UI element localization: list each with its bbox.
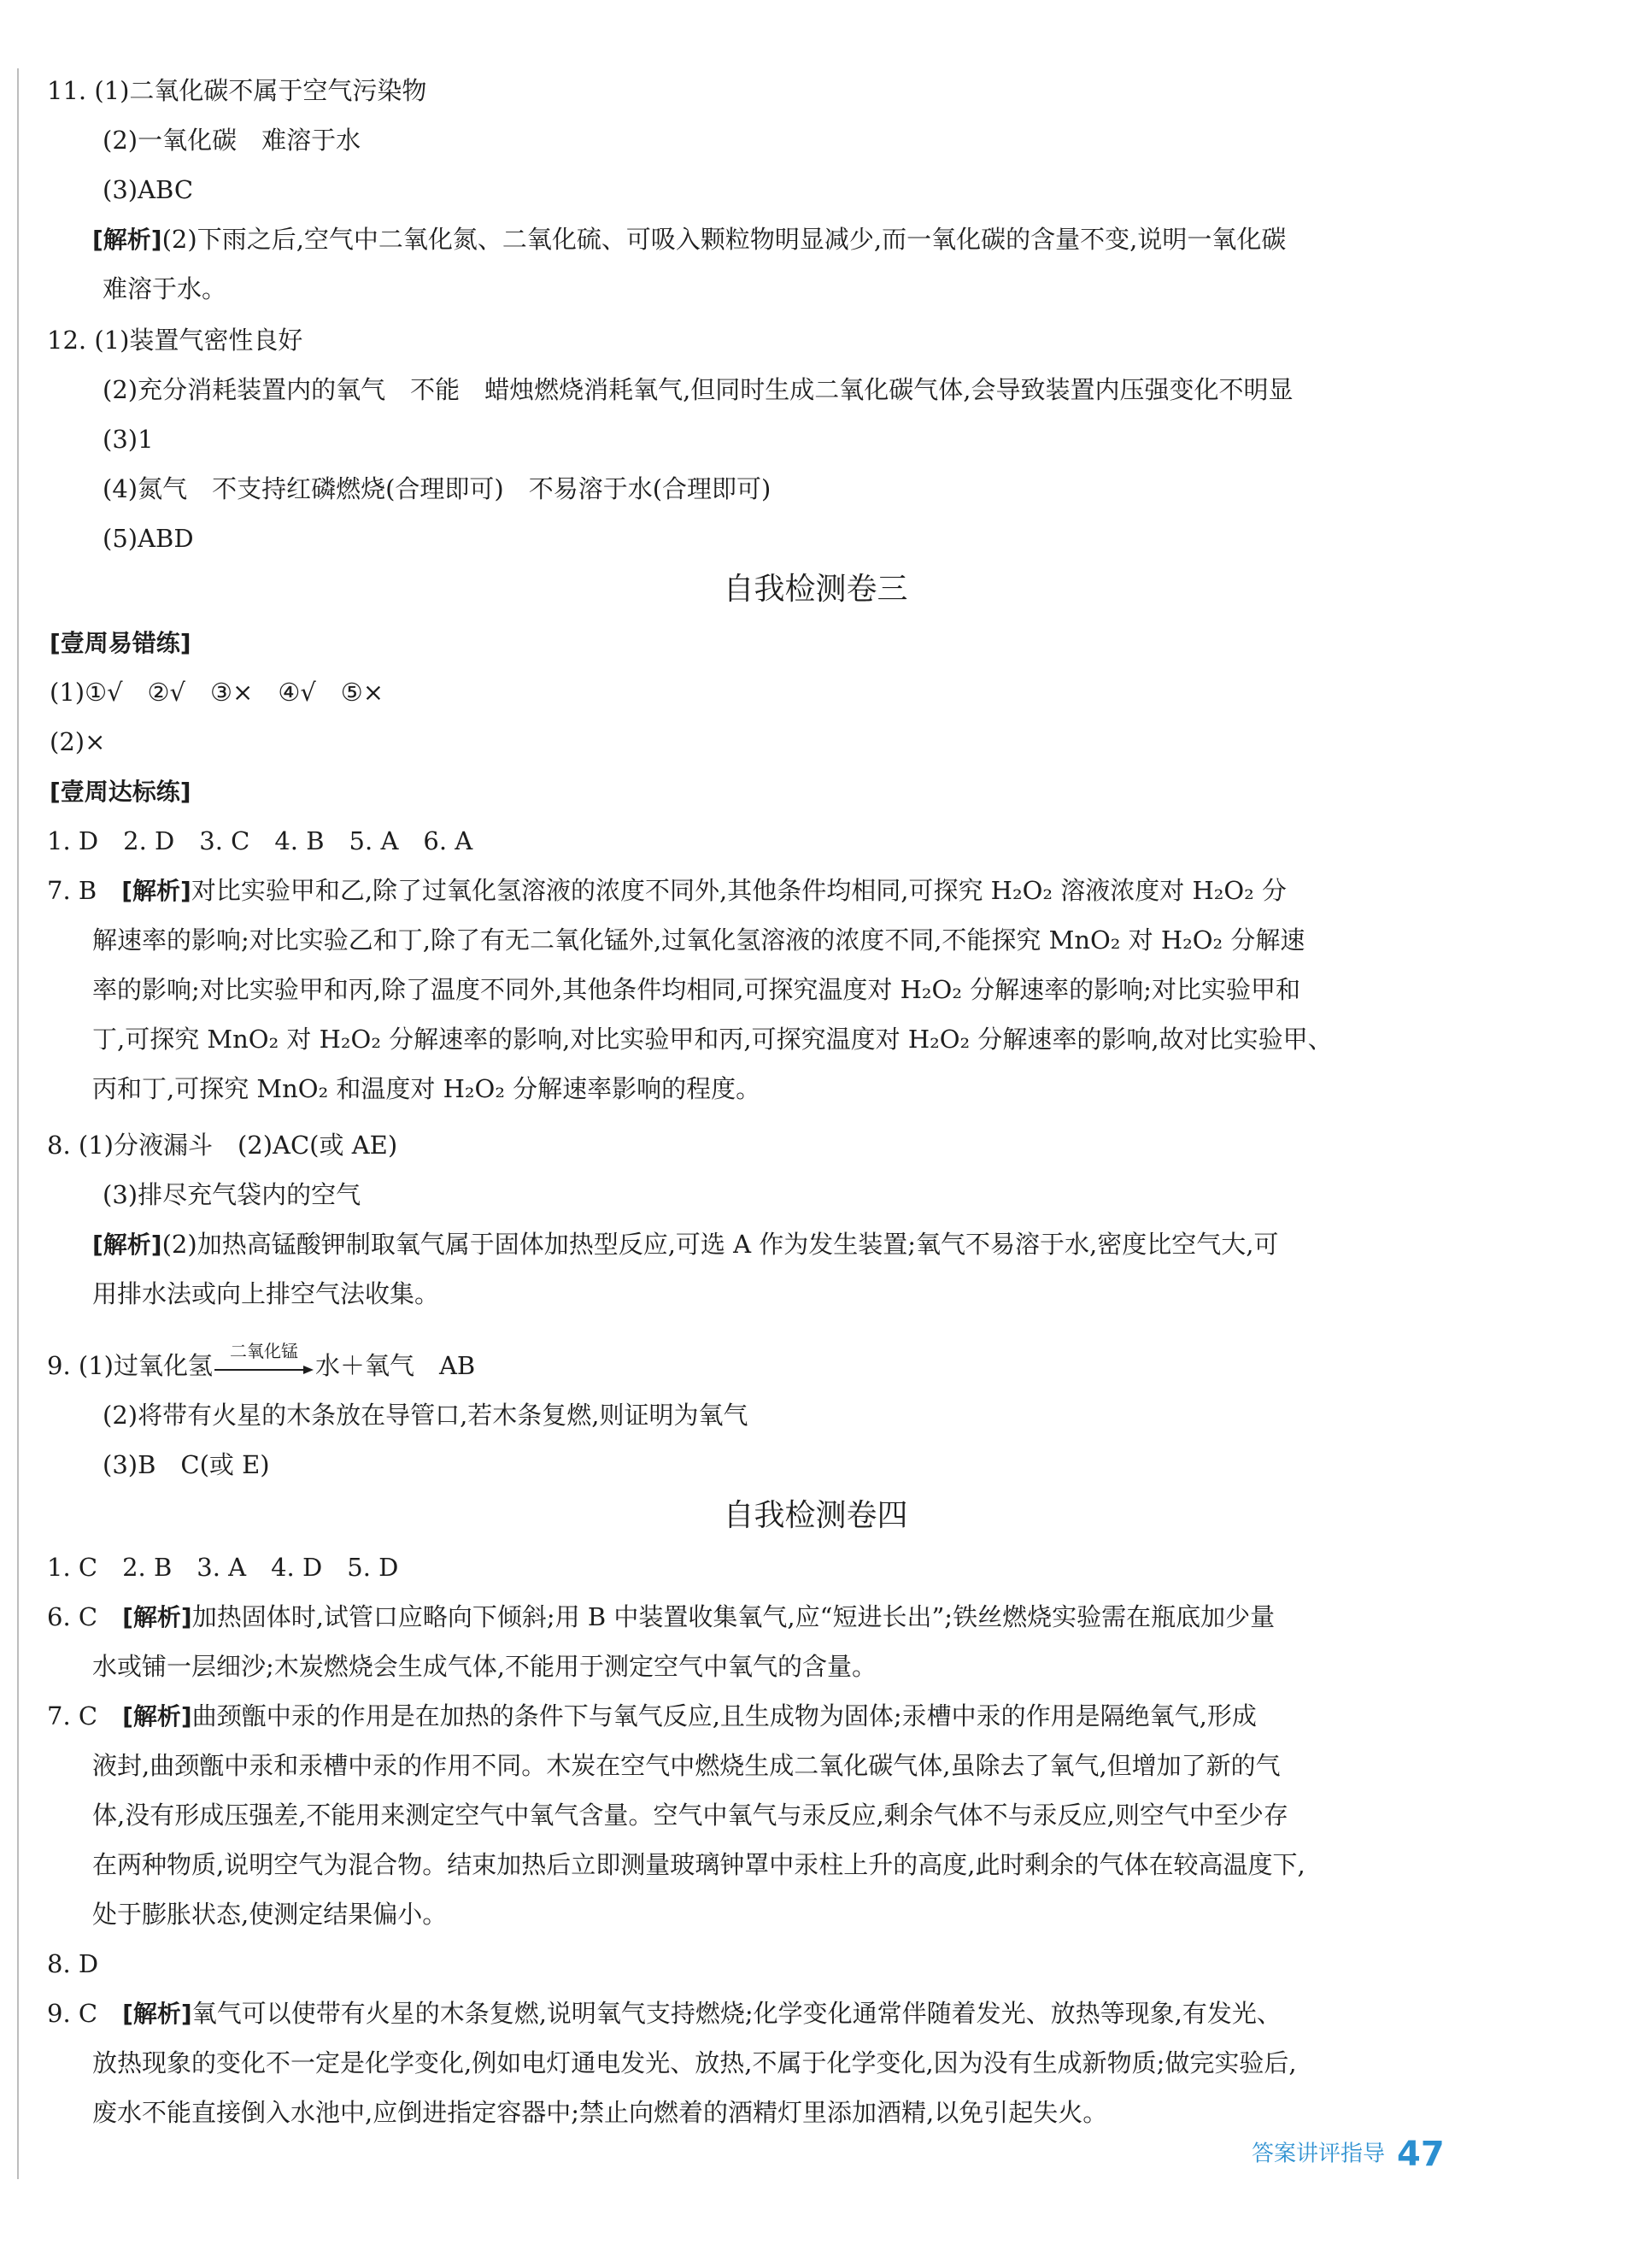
s4-q9-line2: 放热现象的变化不一定是化学变化,例如电灯通电发光、放热,不属于化学变化,因为没有生成新物质;做完实验后,	[92, 2048, 1297, 2077]
q12-line1: 12. (1)装置气密性良好	[47, 326, 303, 355]
q12-line2: (2)充分消耗装置内的氧气 不能 蜡烛燃烧消耗氧气,但同时生成二氧化碳气体,会导致装置内压强变化不明显	[103, 375, 1294, 404]
analysis-text: 加热固体时,试管口应略向下倾斜;用 B 中装置收集氧气,应“短进长出”;铁丝燃烧实验需在瓶底加少量	[191, 1602, 1276, 1631]
easy-practice-heading	[50, 626, 191, 661]
s3-q7-line2: 解速率的影响;对比实验乙和丁,除了有无二氧化锰外,过氧化氢溶液的浓度不同,不能探究 MnO₂ 对 H₂O₂ 分解速	[92, 925, 1305, 955]
q-number: 7. B	[47, 876, 122, 905]
q11-analysis-line1	[92, 222, 1286, 257]
s4-q7-line4: 在两种物质,说明空气为混合物。结束加热后立即测量玻璃钟罩中汞柱上升的高度,此时剩余的气体在较高温度下,	[92, 1850, 1305, 1879]
section-tag: [壹周达标练]	[50, 778, 191, 806]
s4-q7-line1	[47, 1699, 1257, 1734]
s4-q6-line2: 水或铺一层细沙;木炭燃烧会生成气体,不能用于测定空气中氧气的含量。	[92, 1652, 877, 1681]
s4-q6-line1	[47, 1600, 1275, 1635]
page-number: 47	[1397, 2134, 1445, 2174]
s4-q8: 8. D	[47, 1949, 99, 1978]
analysis-tag: [解析]	[122, 2000, 192, 2028]
s4-q7-line2: 液封,曲颈甑中汞和汞槽中汞的作用不同。木炭在空气中燃烧生成二氧化碳气体,虽除去了氧气,但增加了新的气	[92, 1751, 1281, 1780]
q11-line3: (3)ABC	[103, 175, 194, 204]
footer-label: 答案讲评指导	[1252, 2141, 1386, 2167]
s4-q9-line1	[47, 1996, 1282, 2031]
q-number: 7. C	[47, 1701, 123, 1730]
page-footer	[1252, 2128, 1445, 2179]
s3-q7-line3: 率的影响;对比实验甲和丙,除了温度不同外,其他条件均相同,可探究温度对 H₂O₂ 分解速率的影响;对比实验甲和	[92, 975, 1300, 1004]
analysis-tag: [解析]	[92, 1231, 162, 1259]
section-tag: [壹周易错练]	[50, 629, 191, 657]
q-number: 9. C	[47, 1999, 123, 2028]
s3-q8-analysis-line2: 用排水法或向上排空气法收集。	[92, 1279, 440, 1308]
binding-line	[17, 68, 19, 2179]
analysis-tag: [解析]	[122, 1702, 192, 1730]
easy-answer-2: (2)×	[50, 727, 106, 756]
q9-products: 水＋氧气 AB	[314, 1351, 476, 1380]
section-title-3: 自我检测卷三	[723, 572, 908, 607]
analysis-tag: [解析]	[122, 1603, 192, 1631]
q-number: 6. C	[47, 1602, 123, 1631]
s3-q7-line1	[47, 873, 1287, 908]
analysis-text: (2)下雨之后,空气中二氧化氮、二氧化硫、可吸入颗粒物明显减少,而一氧化碳的含量不变,说明一氧化碳	[161, 225, 1287, 254]
analysis-tag: [解析]	[121, 877, 191, 905]
analysis-tag: [解析]	[92, 226, 162, 254]
catalyst-label: 二氧化锰	[229, 1341, 298, 1361]
s3-answers-1-6: 1. D 2. D 3. C 4. B 5. A 6. A	[47, 826, 473, 855]
s4-q7-line5: 处于膨胀状态,使测定结果偏小。	[92, 1900, 448, 1929]
s3-q9-line2: (2)将带有火星的木条放在导管口,若木条复燃,则证明为氧气	[103, 1401, 748, 1430]
reaction-arrow	[213, 1341, 315, 1383]
analysis-text: (2)加热高锰酸钾制取氧气属于固体加热型反应,可选 A 作为发生装置;氧气不易溶于水,密度比空气大,可	[161, 1230, 1279, 1259]
q11-line2: (2)一氧化碳 难溶于水	[103, 126, 361, 155]
s4-answers-1-5: 1. C 2. B 3. A 4. D 5. D	[47, 1553, 399, 1582]
q9-reactant: 9. (1)过氧化氢	[47, 1351, 213, 1380]
q12-line5: (5)ABD	[103, 524, 194, 553]
s3-q7-line5: 丙和丁,可探究 MnO₂ 和温度对 H₂O₂ 分解速率影响的程度。	[92, 1074, 761, 1103]
analysis-text: 曲颈甑中汞的作用是在加热的条件下与氧气反应,且生成物为固体;汞槽中汞的作用是隔绝氧气,形成	[191, 1701, 1257, 1730]
section-title-4: 自我检测卷四	[723, 1498, 908, 1533]
s3-q7-line4: 丁,可探究 MnO₂ 对 H₂O₂ 分解速率的影响,对比实验甲和丙,可探究温度对 H₂O₂ 分解速率的影响,故对比实验甲、	[92, 1025, 1333, 1054]
q11-analysis-line2: 难溶于水。	[103, 274, 227, 303]
s3-q8-line2: (3)排尽充气袋内的空气	[103, 1180, 361, 1209]
arrow-icon	[213, 1364, 315, 1376]
q12-line3: (3)1	[103, 425, 154, 454]
s3-q9-line1	[47, 1341, 476, 1383]
standard-practice-heading	[50, 774, 191, 809]
s3-q9-line3: (3)B C(或 E)	[103, 1450, 270, 1479]
s3-q8-analysis-line1	[92, 1227, 1279, 1262]
s4-q7-line3: 体,没有形成压强差,不能用来测定空气中氧气含量。空气中氧气与汞反应,剩余气体不与汞反应,则空气中至少存	[92, 1801, 1288, 1830]
easy-answer-1: (1)①√ ②√ ③× ④√ ⑤×	[50, 678, 384, 707]
q11-line1: 11. (1)二氧化碳不属于空气污染物	[47, 76, 427, 105]
s3-q8-line1: 8. (1)分液漏斗 (2)AC(或 AE)	[47, 1131, 398, 1160]
s4-q9-line3: 废水不能直接倒入水池中,应倒进指定容器中;禁止向燃着的酒精灯里添加酒精,以免引起失火。	[92, 2098, 1108, 2127]
analysis-text: 氧气可以使带有火星的木条复燃,说明氧气支持燃烧;化学变化通常伴随着发光、放热等现象,有发光、	[191, 1999, 1282, 2028]
q12-line4: (4)氮气 不支持红磷燃烧(合理即可) 不易溶于水(合理即可)	[103, 474, 771, 503]
analysis-text: 对比实验甲和乙,除了过氧化氢溶液的浓度不同外,其他条件均相同,可探究 H₂O₂ 溶液浓度对 H₂O₂ 分	[191, 876, 1287, 905]
